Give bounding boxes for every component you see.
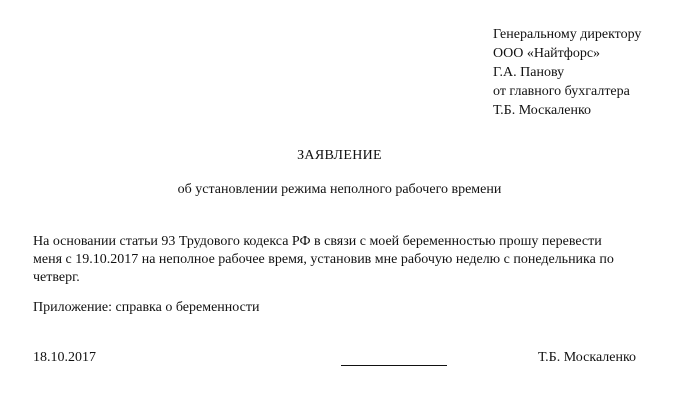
addressee-line: Генеральному директору bbox=[493, 27, 642, 42]
request-paragraph bbox=[33, 233, 653, 287]
addressee-block bbox=[493, 25, 641, 120]
document-title: ЗАЯВЛЕНИЕ bbox=[297, 148, 382, 163]
paragraph-line: четверг. bbox=[33, 270, 80, 285]
signer-name: Т.Б. Москаленко bbox=[538, 350, 637, 365]
addressee-line: Т.Б. Москаленко bbox=[493, 103, 592, 118]
document-date: 18.10.2017 bbox=[33, 350, 96, 365]
paragraph-line: меня с 19.10.2017 на неполное рабочее время, установив мне рабочую неделю с понедельника по bbox=[33, 252, 614, 267]
paragraph-line: На основании статьи 93 Трудового кодекса РФ в связи с моей беременностью прошу перевести bbox=[33, 234, 602, 249]
attachment-note: Приложение: справка о беременности bbox=[33, 300, 260, 315]
addressee-line: Г.А. Панову bbox=[493, 65, 565, 80]
addressee-line: ООО «Найтфорс» bbox=[493, 46, 601, 61]
signature-line bbox=[341, 365, 447, 366]
document-subtitle: об установлении режима неполного рабочего времени bbox=[177, 182, 502, 197]
addressee-line: от главного бухгалтера bbox=[493, 84, 630, 99]
